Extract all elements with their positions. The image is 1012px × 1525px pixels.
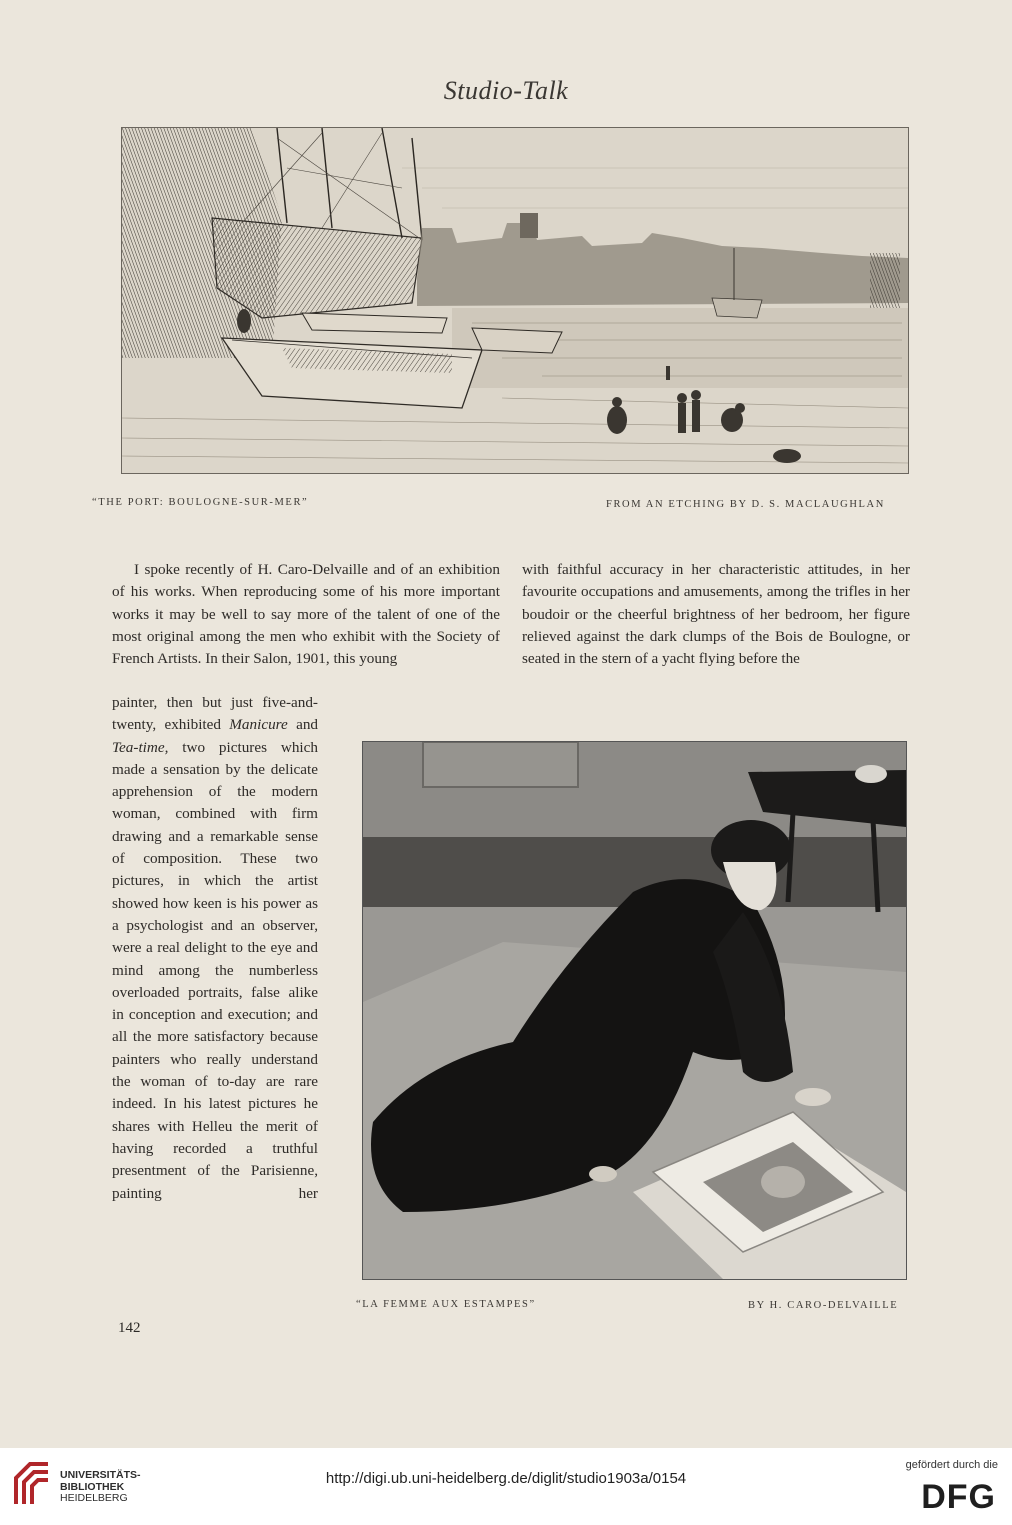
digitization-footer: [0, 1448, 1012, 1525]
dfg-logo: DFG: [921, 1478, 996, 1516]
etching-caption-title: “THE PORT: BOULOGNE-SUR-MER”: [92, 497, 309, 508]
library-name-line: HEIDELBERG: [60, 1492, 128, 1504]
painting-caption-credit: BY H. CARO-DELVAILLE: [748, 1300, 899, 1311]
library-logo-icon: [10, 1460, 54, 1515]
page-number: 142: [118, 1320, 141, 1336]
body-column-left-narrow: [112, 692, 318, 1205]
paragraph-text: two pictures which made a sensation by the delicate apprehension of the modern woman, combined with firm drawing and a remarkable sense of composition. These two pictures, in which the artist showed how keen is his power as a psychologist and an observer, were a real delight to the eye and mind among the numberless overloaded portraits, false alike in conception and execution; and all the more satisfactory because painters who really understand the woman of to-day are rare indeed. In his latest pictures he shares with Helleu the merit of having recorded a truthful presentment of the Parisienne, painting her: [112, 738, 318, 1202]
funding-note: gefördert durch die: [905, 1459, 998, 1471]
etching-caption-credit: FROM AN ETCHING BY D. S. MACLAUGHLAN: [606, 499, 885, 510]
painting-title-tea-time: Tea-time,: [112, 738, 169, 756]
permalink-url[interactable]: http://digi.ub.uni-heidelberg.de/diglit/studio1903a/0154: [325, 1470, 687, 1487]
paragraph-text: I spoke recently of H. Caro-Delvaille and of an exhibition of his works. When reproducing some of his more important works it may be well to say more of the talent of one of the most original among the men who exhibit with the Society of French Artists. In their Salon, 1901, this young: [112, 561, 500, 668]
etching-illustration: [121, 127, 909, 474]
paragraph-text: [112, 692, 318, 1205]
paragraph-text: and: [296, 716, 319, 734]
painting-caption-title: “LA FEMME AUX ESTAMPES”: [356, 1299, 536, 1310]
library-name-line: UNIVERSITÄTS-: [60, 1469, 141, 1481]
painting-title-manicure: Manicure: [229, 716, 288, 734]
running-header: Studio-Talk: [443, 76, 569, 105]
body-column-left-top: [112, 559, 500, 670]
library-name-line: BIBLIOTHEK: [60, 1480, 125, 1493]
paragraph-text: painter, then but just five-and-twenty, exhibited: [112, 694, 318, 734]
body-column-right: [522, 559, 910, 670]
painting-illustration: [362, 741, 907, 1280]
paragraph-text: with faithful accuracy in her characteristic attitudes, in her favourite occupations and amusements, among the trifles in her boudoir or the cheerful brightness of her bedroom, her figure relieved against the dark clumps of the Bois de Boulogne, or seated in the stern of a yacht flying before the: [522, 561, 910, 668]
